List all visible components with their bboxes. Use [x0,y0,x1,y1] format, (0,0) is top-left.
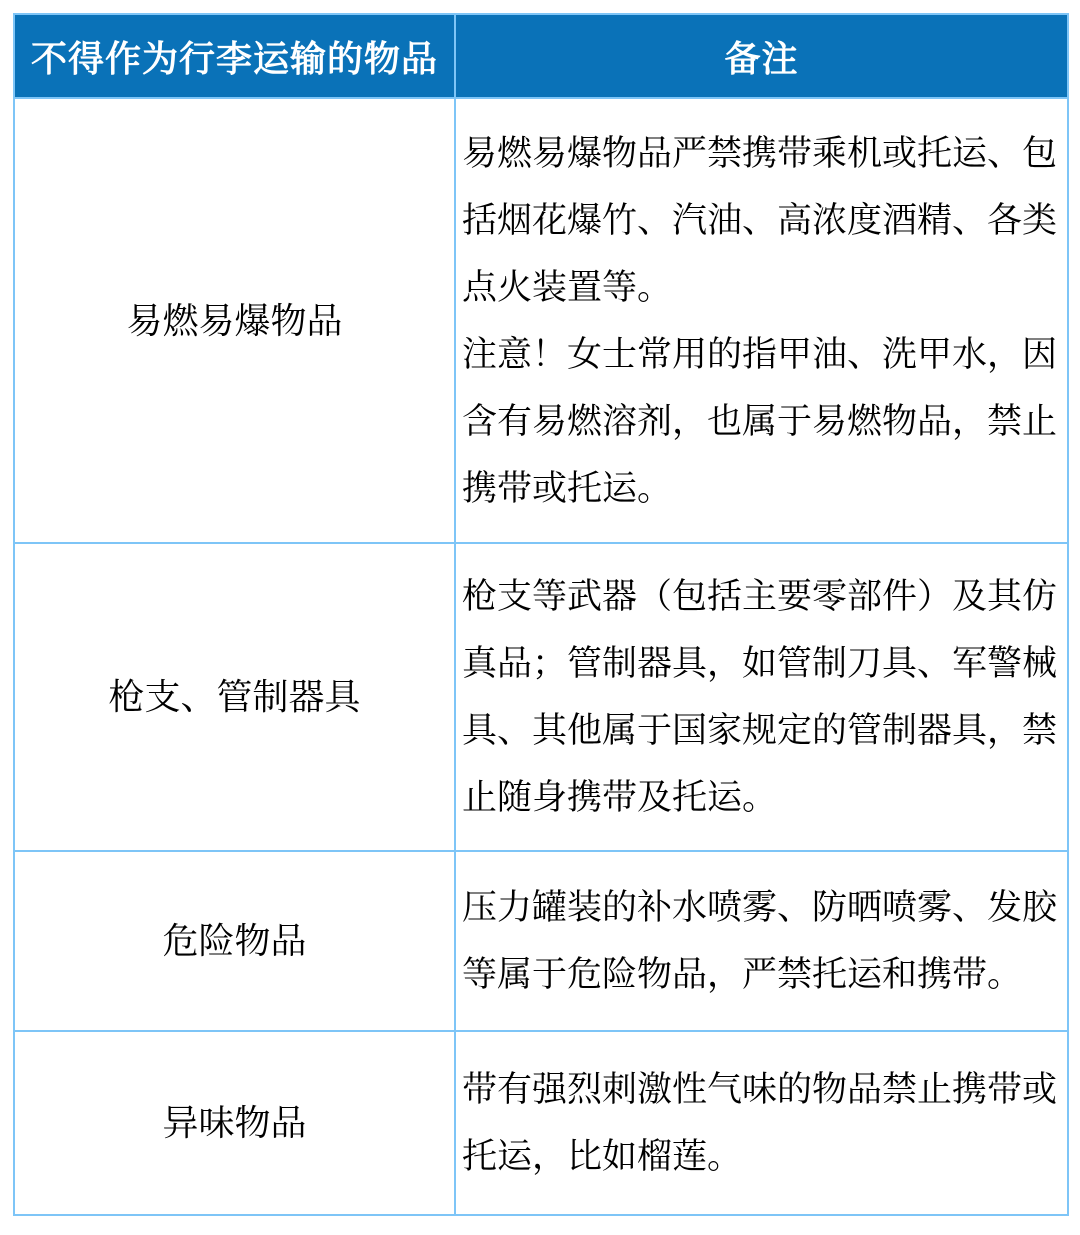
remark-paragraph: 易燃易爆物品严禁携带乘机或托运、包括烟花爆竹、汽油、高浓度酒精、各类点火装置等。 [462,133,1058,307]
table-row-flammable-explosive [14,98,1068,543]
remark-guns-controlled-instruments [455,543,1068,851]
remark-paragraph: 注意！女士常用的指甲油、洗甲水，因含有易燃溶剂，也属于易燃物品，禁止携带或托运。 [462,334,1058,508]
table-row-odorous-items [14,1031,1068,1215]
remark-dangerous-goods [455,851,1068,1031]
prohibited-baggage-table [13,13,1069,1216]
remark-paragraph: 枪支等武器（包括主要零部件）及其仿真品；管制器具，如管制刀具、军警械具、其他属于国家规定的管制器具，禁止随身携带及托运。 [462,577,1058,817]
remark-flammable-explosive [455,98,1068,543]
remark-paragraph: 带有强烈刺激性气味的物品禁止携带或托运，比如榴莲。 [462,1070,1058,1176]
item-name-flammable-explosive: 易燃易爆物品 [14,98,455,543]
item-name-guns-controlled-instruments: 枪支、管制器具 [14,543,455,851]
header-prohibited-items: 不得作为行李运输的物品 [14,14,455,98]
item-name-odorous-items: 异味物品 [14,1031,455,1215]
header-remark: 备注 [455,14,1068,98]
remark-paragraph: 压力罐装的补水喷雾、防晒喷雾、发胶等属于危险物品，严禁托运和携带。 [462,888,1058,994]
item-name-dangerous-goods: 危险物品 [14,851,455,1031]
table-row-guns-controlled-instruments [14,543,1068,851]
table-row-dangerous-goods [14,851,1068,1031]
table-header-row [14,14,1068,98]
remark-odorous-items [455,1031,1068,1215]
